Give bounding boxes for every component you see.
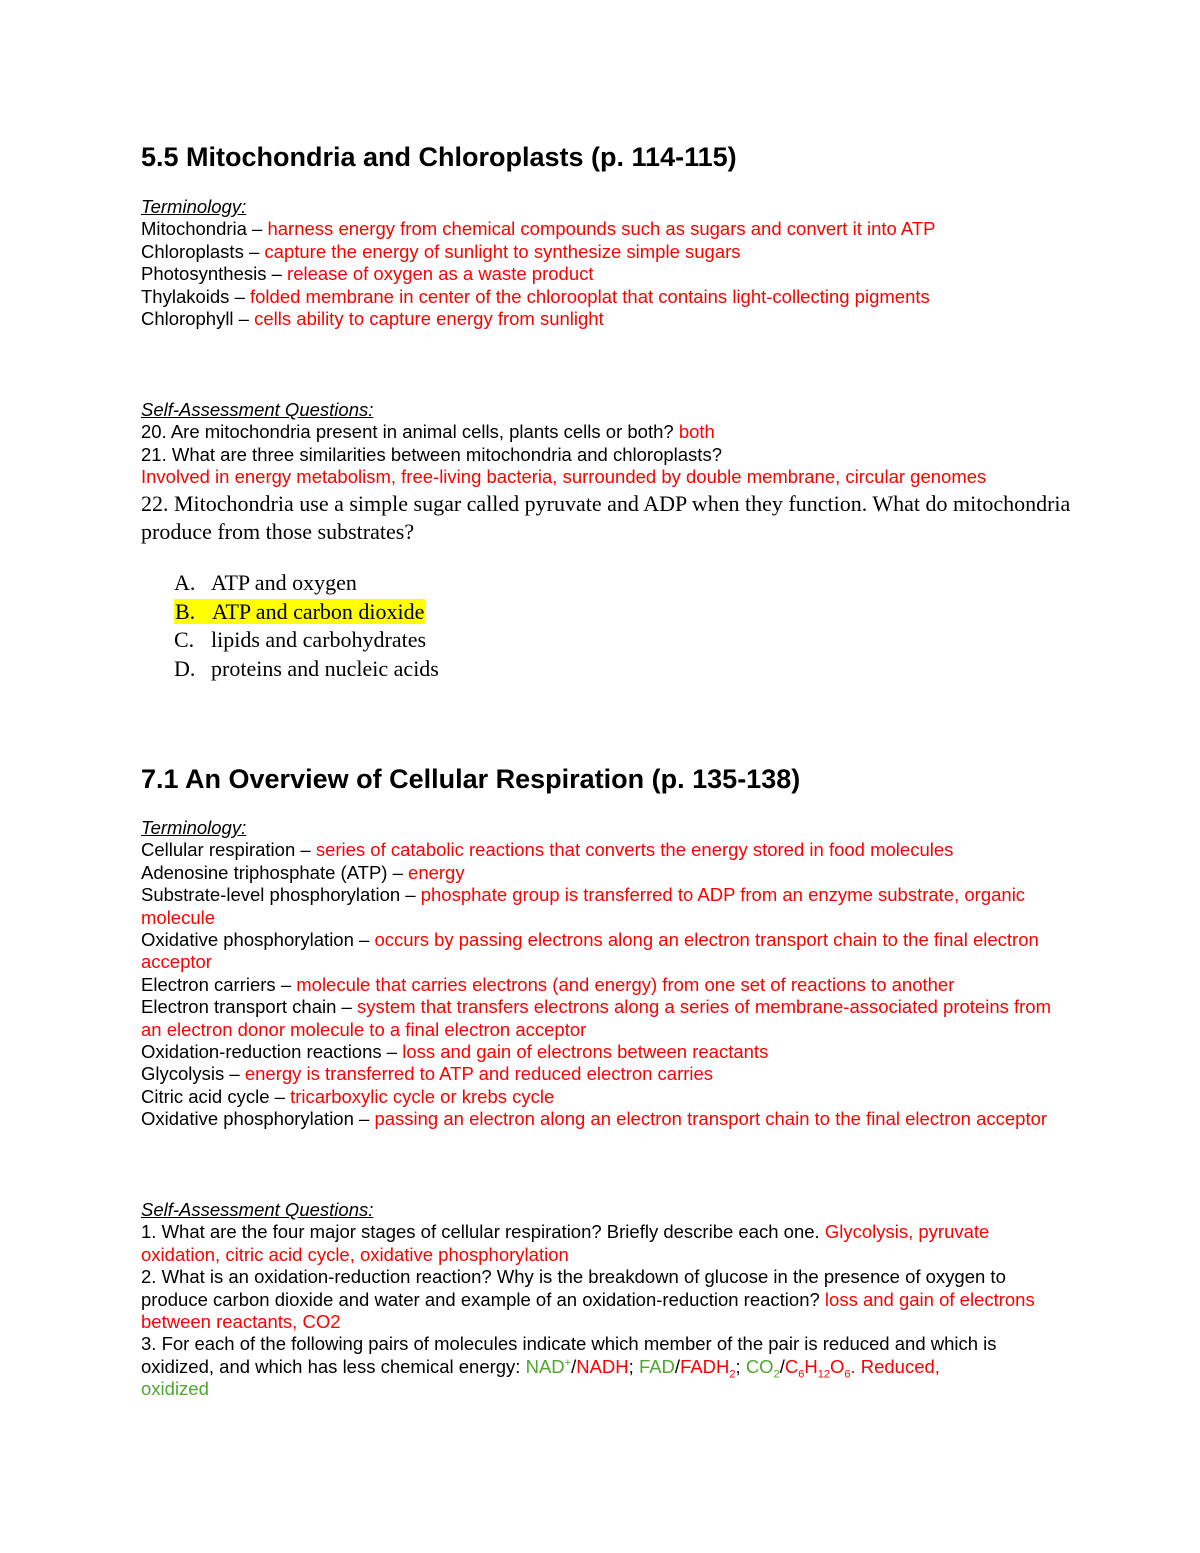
- term-row: [141, 862, 1071, 884]
- term-name: Electron transport chain –: [141, 996, 357, 1018]
- choice-text: ATP and carbon dioxide: [212, 598, 425, 624]
- question-1: [141, 1221, 1071, 1266]
- term-definition: capture the energy of sunlight to synthesize simple sugars: [264, 240, 741, 262]
- term-definition: phosphate group is transferred to ADP from an enzyme substrate, organic molecule: [141, 884, 1026, 928]
- question-21-answer: Involved in energy metabolism, free-living bacteria, surrounded by double membrane, circular genomes: [141, 466, 987, 488]
- term-definition: release of oxygen as a waste product: [287, 263, 594, 285]
- choice-letter: B.: [175, 598, 196, 624]
- choice-b: [174, 598, 439, 627]
- term-definition: system that transfers electrons along a series of membrane-associated proteins from an electron donor molecule to a final electron acceptor: [141, 996, 1052, 1040]
- question-answer: both: [678, 421, 715, 443]
- question-text: 2. What is an oxidation-reduction reaction? Why is the breakdown of glucose in the presence of oxygen to produce carbon dioxide and water and example of an oxidation-reduction reaction?: [141, 1266, 1006, 1310]
- term-name: Electron carriers –: [141, 973, 297, 995]
- choice-c: [174, 626, 439, 655]
- term-row: [141, 1041, 1071, 1063]
- term-name: Oxidative phosphorylation –: [141, 929, 375, 951]
- term-name: Chlorophyll –: [141, 308, 255, 330]
- term-name: Chloroplasts –: [141, 240, 265, 262]
- question-text: 3. For each of the following pairs of molecules indicate which member of the pair is reduced and which is oxidized, and which has less chemical energy:: [141, 1333, 997, 1377]
- term-definition: passing an electron along an electron transport chain to the final electron acceptor: [374, 1108, 1048, 1130]
- section-heading-5-5: 5.5 Mitochondria and Chloroplasts (p. 114-115): [141, 142, 737, 172]
- term-name: Photosynthesis –: [141, 263, 288, 285]
- choice-letter: D.: [174, 655, 196, 681]
- section-heading-7-1: 7.1 An Overview of Cellular Respiration (p. 135-138): [141, 764, 801, 794]
- term-definition: series of catabolic reactions that converts the energy stored in food molecules: [315, 839, 954, 861]
- term-name: Substrate-level phosphorylation –: [141, 884, 421, 906]
- term-row: [141, 286, 1071, 308]
- choice-letter: A.: [174, 570, 196, 595]
- molecule-nad: NAD+: [525, 1355, 572, 1377]
- question-21: 21. What are three similarities between mitochondria and chloroplasts?: [141, 443, 722, 465]
- term-row: [141, 929, 1071, 974]
- molecule-fad: FAD: [638, 1355, 675, 1377]
- term-row: [141, 1108, 1071, 1130]
- questions-label: Self-Assessment Questions:: [141, 399, 374, 420]
- term-definition: harness energy from chemical compounds such as sugars and convert it into ATP: [267, 218, 936, 240]
- term-name: Cellular respiration –: [141, 839, 316, 861]
- term-name: Mitochondria –: [141, 218, 268, 240]
- highlighted-choice: [174, 599, 425, 624]
- term-row: [141, 241, 1071, 263]
- question-text: 20. Are mitochondria present in animal cells, plants cells or both?: [141, 421, 679, 443]
- term-row: [141, 308, 1071, 330]
- term-name: Thylakoids –: [141, 285, 250, 307]
- molecule-fadh2: $FADH_2$: [680, 1355, 736, 1381]
- answer-oxidized: oxidized: [141, 1378, 209, 1400]
- question-text: 1. What are the four major stages of cellular respiration? Briefly describe each one.: [141, 1221, 825, 1243]
- question-22: 22. Mitochondria use a simple sugar called pyruvate and ADP when they function. What do mitochondria produce from those substrates?: [141, 491, 1071, 544]
- questions-label: Self-Assessment Questions:: [141, 1199, 374, 1220]
- term-row: [141, 1086, 1071, 1108]
- term-row: [141, 263, 1071, 285]
- choice-text: proteins and nucleic acids: [211, 655, 439, 681]
- terminology-block-2: [141, 817, 1071, 1131]
- term-row: [141, 884, 1071, 929]
- term-name: Oxidation-reduction reactions –: [141, 1041, 403, 1063]
- choice-letter: C.: [174, 627, 195, 652]
- term-name: Glycolysis –: [141, 1063, 245, 1085]
- molecule-glucose: $C_6H_{12}O_6$: [784, 1355, 851, 1381]
- molecule-co2: $CO_2$: [745, 1355, 780, 1381]
- term-definition: molecule that carries electrons (and energy) from one set of reactions to another: [296, 973, 955, 995]
- term-definition: loss and gain of electrons between reactants: [402, 1041, 769, 1063]
- term-name: Oxidative phosphorylation –: [141, 1108, 375, 1130]
- terminology-label: Terminology:: [141, 817, 247, 838]
- question-20: [141, 421, 1071, 443]
- term-name: Citric acid cycle –: [141, 1085, 291, 1107]
- term-definition: occurs by passing electrons along an electron transport chain to the final electron acceptor: [141, 929, 1039, 973]
- terminology-label: Terminology:: [141, 196, 247, 217]
- term-row: [141, 839, 1071, 861]
- questions-block-1: [141, 399, 1071, 489]
- choice-a: [174, 569, 439, 598]
- term-definition: folded membrane in center of the chlorooplat that contains light-collecting pigments: [250, 285, 930, 307]
- questions-block-2: [141, 1199, 1071, 1401]
- term-row: [141, 996, 1071, 1041]
- answer-choices: [174, 569, 439, 683]
- term-row: [141, 1063, 1071, 1085]
- molecule-nadh: NADH: [576, 1355, 629, 1377]
- term-definition: energy: [408, 861, 465, 883]
- term-name: Adenosine triphosphate (ATP) –: [141, 861, 409, 883]
- term-row: [141, 974, 1071, 996]
- term-definition: energy is transferred to ATP and reduced electron carries: [244, 1063, 714, 1085]
- choice-d: [174, 655, 439, 684]
- answer-reduced: . Reduced,: [850, 1355, 940, 1377]
- terminology-block-1: [141, 196, 1071, 330]
- choice-text: lipids and carbohydrates: [211, 627, 427, 652]
- question-answer: loss and gain of electrons between reactants, CO2: [141, 1288, 1035, 1333]
- choice-text: ATP and oxygen: [211, 570, 357, 595]
- term-definition: tricarboxylic cycle or krebs cycle: [290, 1085, 555, 1107]
- question-3: 3. For each of the following pairs of molecules indicate which member of the pair is reduced and which is oxidized, and which has less chemical energy: NAD+/NADH; FAD/$FADH_2$; $CO_2/C_6H_{12}O_6$. Reduced, oxidized: [141, 1333, 997, 1400]
- question-2: [141, 1266, 1071, 1333]
- term-row: [141, 218, 1071, 240]
- question-answer: Glycolysis, pyruvate oxidation, citric acid cycle, oxidative phosphorylation: [141, 1221, 990, 1265]
- term-definition: cells ability to capture energy from sunlight: [254, 308, 604, 330]
